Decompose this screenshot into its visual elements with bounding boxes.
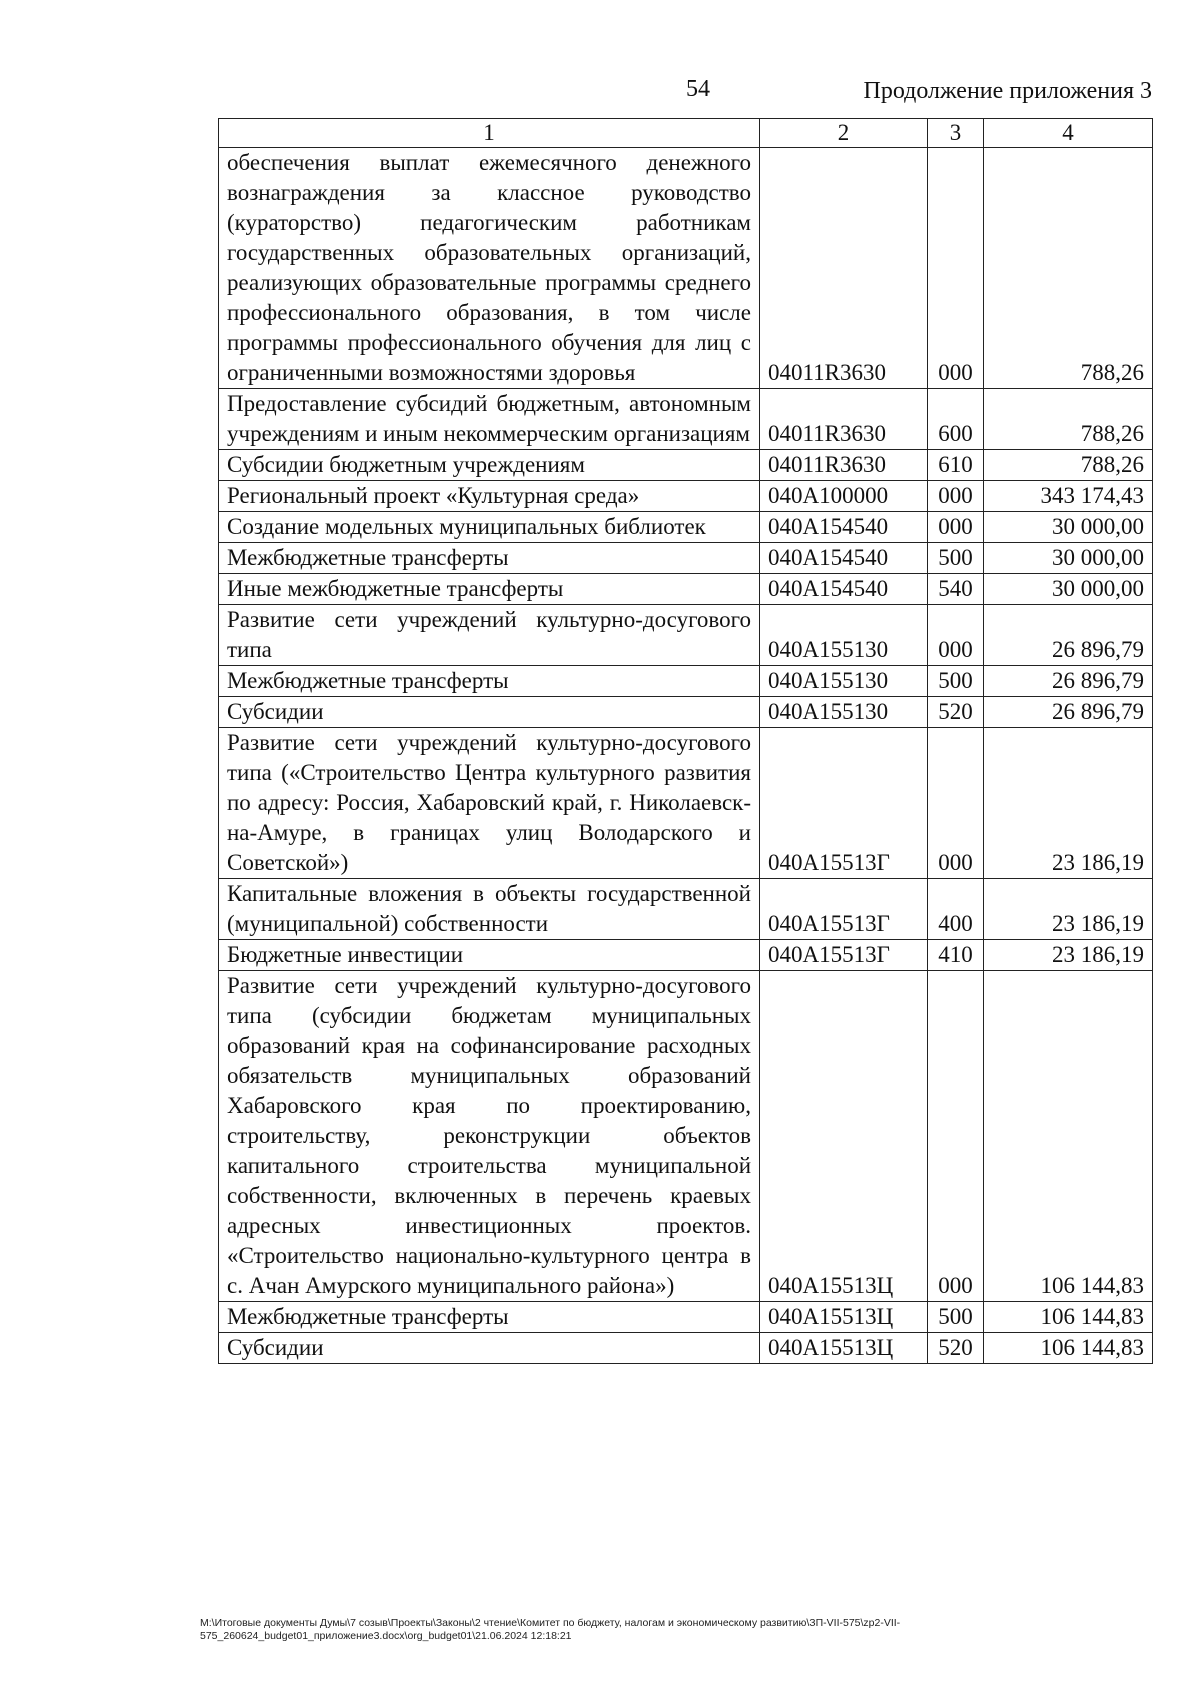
column-header: 4 [984,119,1153,148]
row-amount-cell: 343 174,43 [984,481,1153,512]
column-header: 3 [928,119,984,148]
row-name-cell: Межбюджетные трансферты [219,666,760,697]
row-amount-cell: 30 000,00 [984,543,1153,574]
row-amount-cell: 30 000,00 [984,574,1153,605]
row-name-cell: Капитальные вложения в объекты государственной (муниципальной) собственности [219,879,760,940]
row-type-cell: 000 [928,512,984,543]
row-amount-cell: 106 144,83 [984,971,1153,1302]
continuation-title: Продолжение приложения 3 [863,78,1152,104]
row-amount-cell: 23 186,19 [984,940,1153,971]
table-row [219,148,1153,389]
row-code-cell: 04011R3630 [760,148,928,389]
column-header: 2 [760,119,928,148]
file-path-footer: М:\Итоговые документы Думы\7 созыв\Проекты\Законы\2 чтение\Комитет по бюджету, налогам и экономическому развитию\ЗП-VII-575\zp2-VII-575_260624_budget01_приложение3.docx\org_budget01\21.06.2024 12:18:21 [200,1617,901,1642]
row-code-cell: 040A154540 [760,574,928,605]
budget-table [218,118,1153,1364]
row-amount-cell: 788,26 [984,148,1153,389]
row-name-cell: Создание модельных муниципальных библиотек [219,512,760,543]
row-code-cell: 040A15513Г [760,940,928,971]
row-code-cell: 040A155130 [760,666,928,697]
row-code-cell: 040A155130 [760,697,928,728]
page-number: 54 [686,76,710,102]
row-name-cell: Развитие сети учреждений культурно-досугового типа («Строительство Центра культурного развития по адресу: Россия, Хабаровский край, г. Николаевск-на-Амуре, в границах улиц Володарского и Советской») [219,728,760,879]
table-row [219,543,1153,574]
row-amount-cell: 26 896,79 [984,697,1153,728]
row-code-cell: 040A15513Ц [760,1302,928,1333]
row-name-cell: Развитие сети учреждений культурно-досугового типа (субсидии бюджетам муниципальных образований края на софинансирование расходных обязательств муниципальных образований Хабаровского края по проектированию, строительству, реконструкции объектов капитального строительства муниципальной собственности, включенных в перечень краевых адресных инвестиционных проектов. «Строительство национально-культурного центра в с. Ачан Амурского муниципального района») [219,971,760,1302]
row-name-cell: Субсидии [219,697,760,728]
table-row [219,512,1153,543]
row-name-cell: Субсидии [219,1333,760,1364]
column-header: 1 [219,119,760,148]
row-amount-cell: 23 186,19 [984,879,1153,940]
row-type-cell: 520 [928,1333,984,1364]
row-type-cell: 000 [928,605,984,666]
row-name-cell: Региональный проект «Культурная среда» [219,481,760,512]
row-type-cell: 500 [928,1302,984,1333]
row-amount-cell: 26 896,79 [984,666,1153,697]
row-amount-cell: 788,26 [984,450,1153,481]
table-row [219,666,1153,697]
table-row [219,1302,1153,1333]
table-row [219,940,1153,971]
row-amount-cell: 30 000,00 [984,512,1153,543]
row-name-cell: обеспечения выплат ежемесячного денежного вознаграждения за классное руководство (кураторство) педагогическим работникам государственных образовательных организаций, реализующих образовательные программы среднего профессионального образования, в том числе программы профессионального обучения для лиц с ограниченными возможностями здоровья [219,148,760,389]
table-row [219,1333,1153,1364]
row-code-cell: 040A100000 [760,481,928,512]
row-type-cell: 600 [928,389,984,450]
row-code-cell: 040A15513Ц [760,1333,928,1364]
row-name-cell: Бюджетные инвестиции [219,940,760,971]
row-name-cell: Межбюджетные трансферты [219,543,760,574]
table-row [219,605,1153,666]
row-amount-cell: 106 144,83 [984,1302,1153,1333]
row-type-cell: 000 [928,728,984,879]
row-code-cell: 040A154540 [760,512,928,543]
row-type-cell: 410 [928,940,984,971]
row-type-cell: 540 [928,574,984,605]
row-code-cell: 040A15513Г [760,879,928,940]
table-row [219,697,1153,728]
table-row [219,879,1153,940]
table-row [219,389,1153,450]
row-type-cell: 400 [928,879,984,940]
table-row [219,728,1153,879]
table-row [219,481,1153,512]
row-type-cell: 500 [928,543,984,574]
row-type-cell: 500 [928,666,984,697]
table-row [219,450,1153,481]
row-code-cell: 04011R3630 [760,450,928,481]
row-name-cell: Развитие сети учреждений культурно-досугового типа [219,605,760,666]
row-code-cell: 040A154540 [760,543,928,574]
table-row [219,574,1153,605]
budget-table-body [219,119,1153,1364]
table-row [219,971,1153,1302]
table-header-row [219,119,1153,148]
row-amount-cell: 106 144,83 [984,1333,1153,1364]
row-amount-cell: 26 896,79 [984,605,1153,666]
row-name-cell: Субсидии бюджетным учреждениям [219,450,760,481]
row-code-cell: 040A155130 [760,605,928,666]
row-type-cell: 610 [928,450,984,481]
row-amount-cell: 23 186,19 [984,728,1153,879]
row-code-cell: 040A15513Ц [760,971,928,1302]
row-amount-cell: 788,26 [984,389,1153,450]
row-name-cell: Межбюджетные трансферты [219,1302,760,1333]
row-code-cell: 040A15513Г [760,728,928,879]
row-name-cell: Предоставление субсидий бюджетным, автономным учреждениям и иным некоммерческим организациям [219,389,760,450]
row-type-cell: 520 [928,697,984,728]
row-type-cell: 000 [928,971,984,1302]
row-name-cell: Иные межбюджетные трансферты [219,574,760,605]
row-type-cell: 000 [928,481,984,512]
row-type-cell: 000 [928,148,984,389]
row-code-cell: 04011R3630 [760,389,928,450]
